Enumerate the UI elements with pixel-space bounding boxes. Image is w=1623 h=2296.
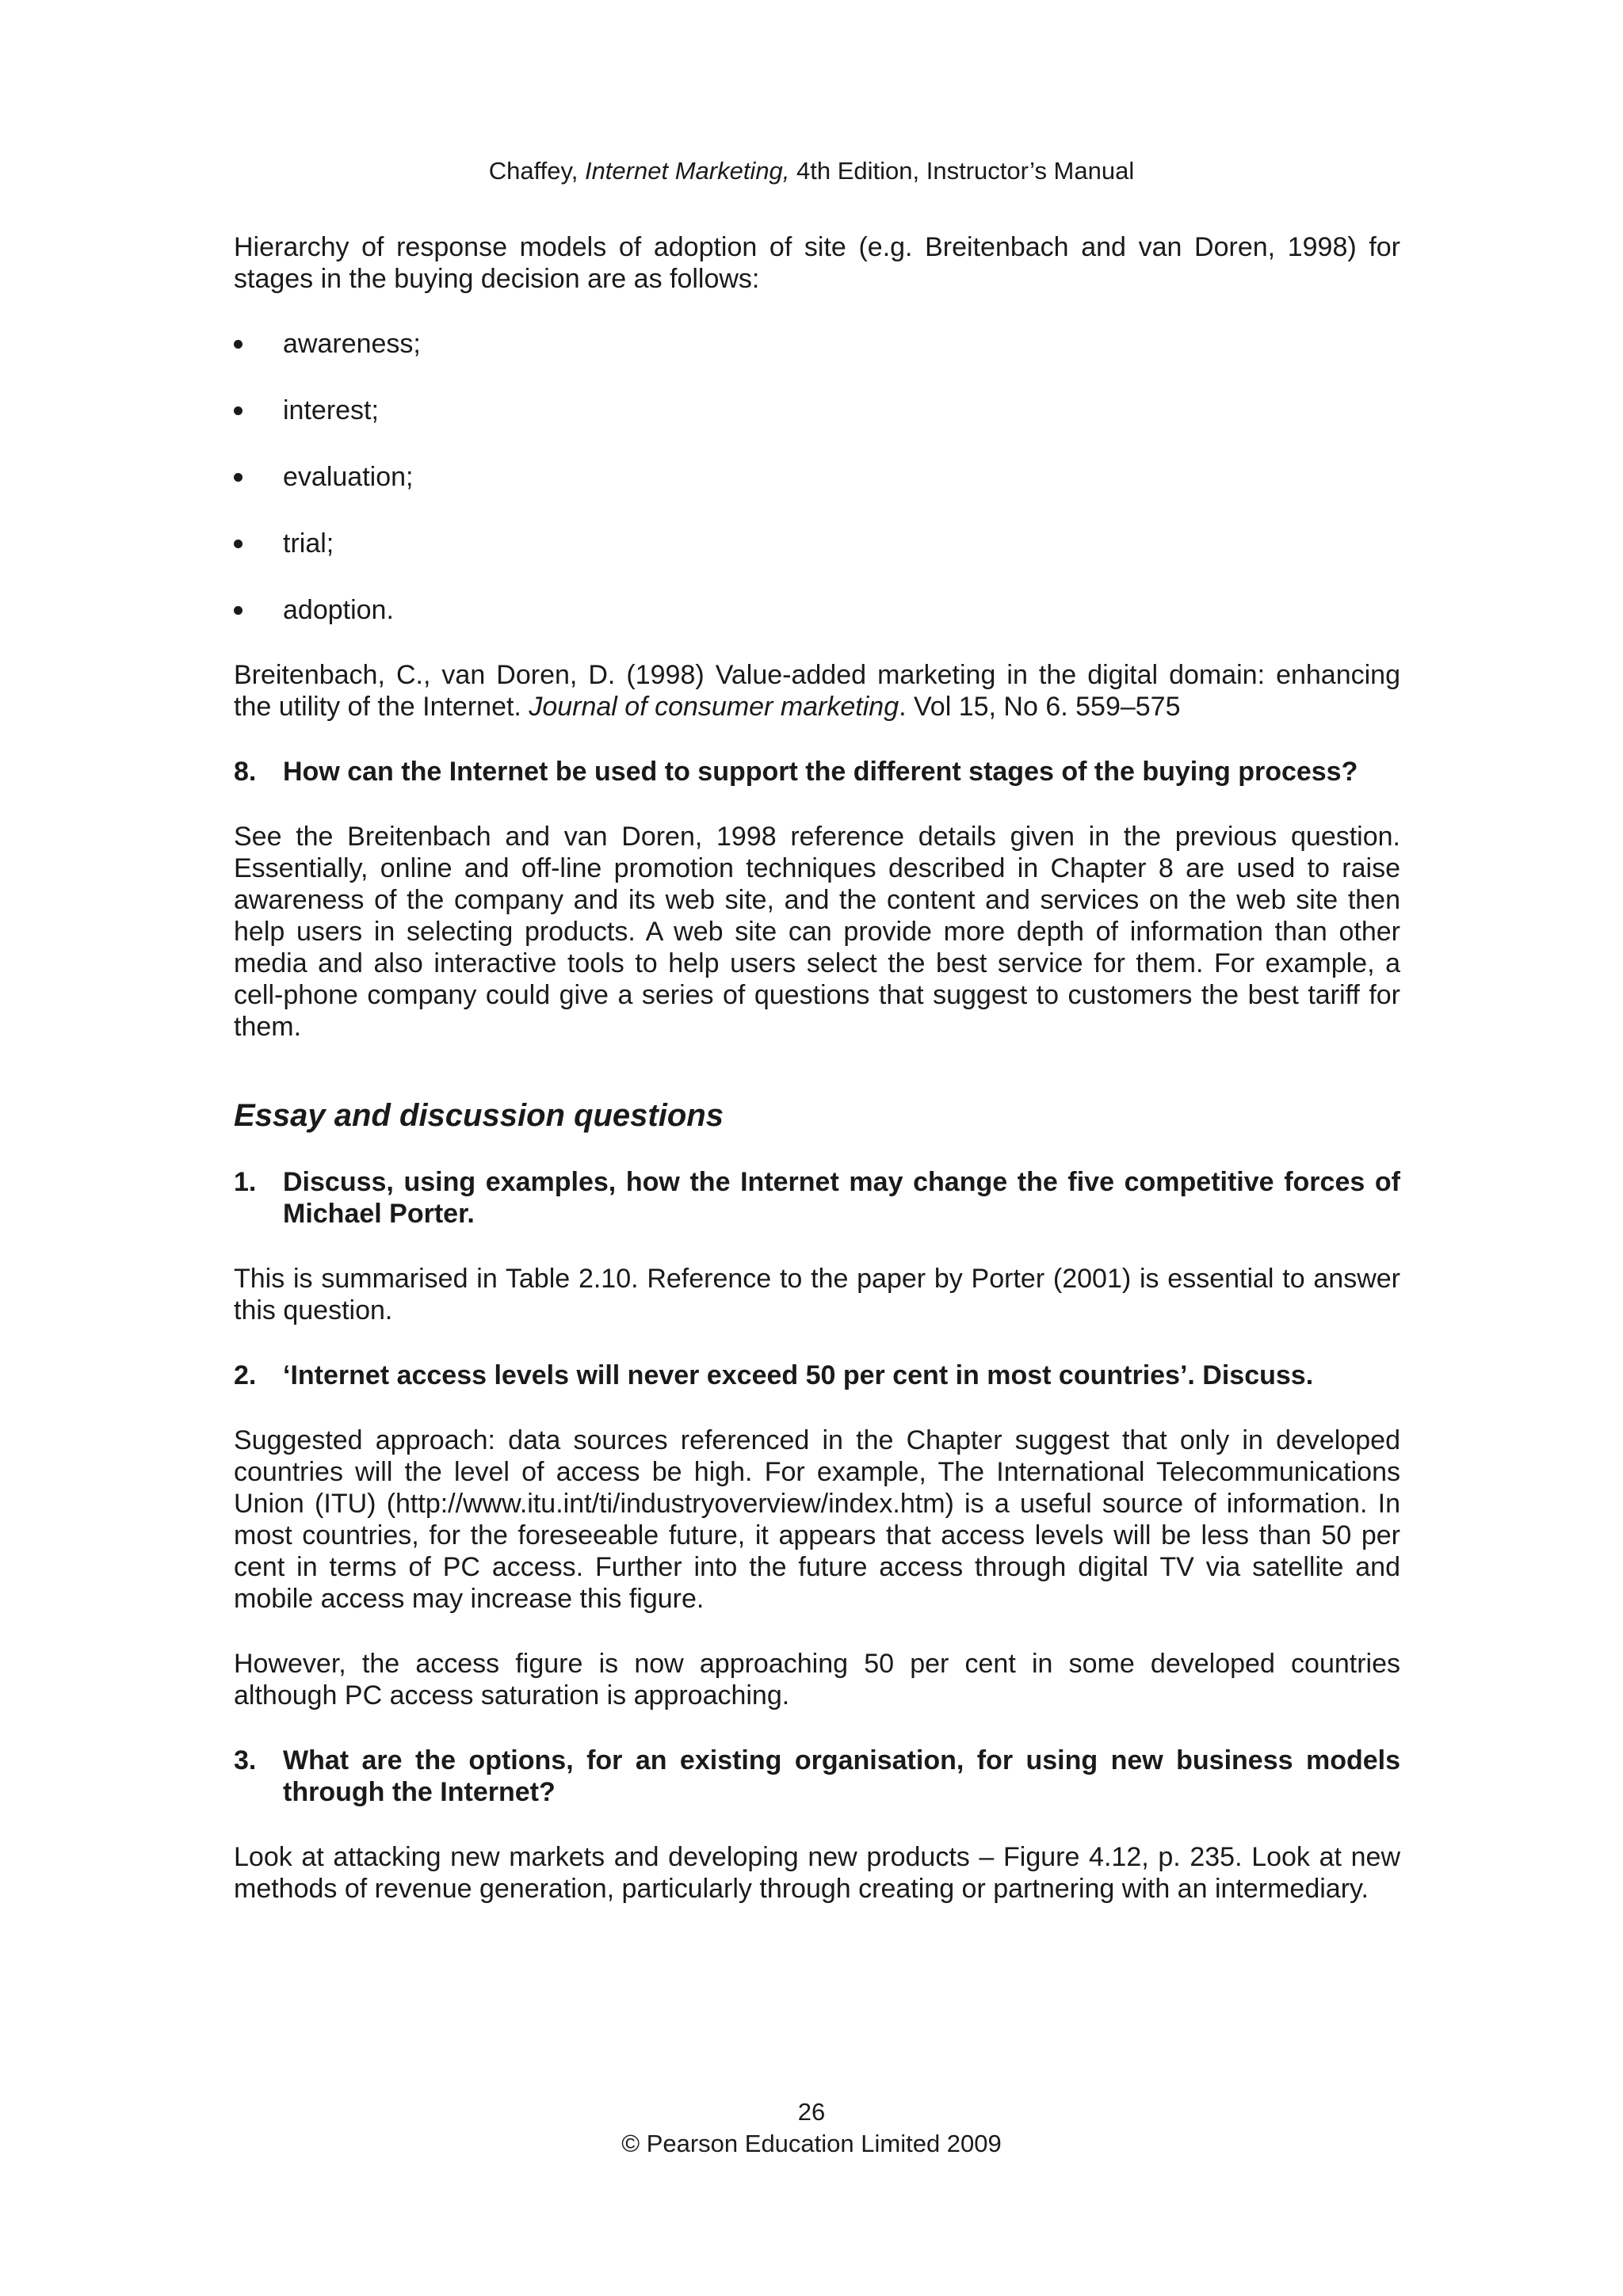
reference-authors: Breitenbach, C., van Doren, D. (1998) Value-added marketing in the digital domain: enhancing the utility of the Internet.	[234, 660, 1400, 722]
question-8	[234, 756, 1400, 788]
stage-label: trial;	[283, 528, 334, 559]
header-author: Chaffey,	[488, 157, 585, 185]
bullet-icon	[234, 406, 242, 415]
question-number: 3.	[234, 1745, 257, 1775]
copyright-notice: © Pearson Education Limited 2009	[621, 2130, 1002, 2157]
intro-paragraph: Hierarchy of response models of adoption of site (e.g. Breitenbach and van Doren, 1998) for stages in the buying decision are as follows:	[234, 232, 1400, 294]
list-item	[234, 395, 1400, 426]
section-heading: Essay and discussion questions	[234, 1098, 724, 1133]
list-item	[234, 461, 1400, 493]
answer-paragraph: See the Breitenbach and van Doren, 1998 reference details given in the previous question. Essentially, online and off-line promotion techniques described in Chapter 8 are used to raise awareness of the company and its web site, and the content and services on the web site then help users in selecting products. A web site can provide more depth of information than other media and also interactive tools to help users select the best service for them. For example, a cell-phone company could give a series of questions that suggest to customers the best tariff for them.	[234, 822, 1400, 1042]
reference-journal: Journal of consumer marketing	[529, 692, 899, 722]
question-text: ‘Internet access levels will never exceed 50 per cent in most countries’. Discuss.	[283, 1360, 1314, 1390]
question-number: 8.	[234, 757, 257, 787]
essay-question-1	[234, 1166, 1400, 1230]
bullet-icon	[234, 606, 242, 615]
answer-paragraph: This is summarised in Table 2.10. Reference to the paper by Porter (2001) is essential to answer this question.	[234, 1264, 1400, 1325]
answer-paragraph: Suggested approach: data sources referenced in the Chapter suggest that only in developed countries will the level of access be high. For example, The International Telecommunications Union (ITU) (http://www.itu.int/ti/industryoverview/index.htm) is a useful source of information. In most countries, for the foreseeable future, it appears that access levels will be less than 50 per cent in terms of PC access. Further into the future access through digital TV via satellite and mobile access may increase this figure.	[234, 1425, 1400, 1614]
reference-volume: . Vol 15, No 6. 559–575	[899, 692, 1181, 722]
question-number: 2.	[234, 1360, 257, 1390]
answer-paragraph: Look at attacking new markets and developing new products – Figure 4.12, p. 235. Look at new methods of revenue generation, particularly through creating or partnering with an intermediary.	[234, 1842, 1400, 1904]
header-edition: 4th Edition, Instructor’s Manual	[789, 157, 1135, 185]
list-item	[234, 594, 1400, 626]
stage-label: interest;	[283, 395, 379, 425]
bullet-icon	[234, 473, 242, 482]
buying-stages-list	[234, 328, 1400, 626]
list-item	[234, 328, 1400, 360]
stage-label: evaluation;	[283, 462, 414, 492]
stage-label: adoption.	[283, 595, 394, 625]
essay-question-2	[234, 1360, 1400, 1391]
question-text: What are the options, for an existing organisation, for using new business models through the Internet?	[283, 1745, 1400, 1807]
list-item	[234, 528, 1400, 559]
page-body	[234, 231, 1400, 1938]
bullet-icon	[234, 540, 242, 548]
question-text: Discuss, using examples, how the Internet may change the five competitive forces of Michael Porter.	[283, 1167, 1400, 1229]
essay-question-3	[234, 1745, 1400, 1808]
answer-paragraph: However, the access figure is now approaching 50 per cent in some developed countries although PC access saturation is approaching.	[234, 1649, 1400, 1711]
header-book-title: Internet Marketing,	[584, 157, 790, 185]
stage-label: awareness;	[283, 329, 421, 359]
question-text: How can the Internet be used to support the different stages of the buying process?	[283, 757, 1358, 787]
page-number: 26	[797, 2098, 826, 2126]
running-header	[0, 155, 1623, 187]
question-number: 1.	[234, 1167, 257, 1197]
reference-citation	[234, 659, 1400, 723]
bullet-icon	[234, 340, 242, 349]
page-footer	[0, 2096, 1623, 2160]
